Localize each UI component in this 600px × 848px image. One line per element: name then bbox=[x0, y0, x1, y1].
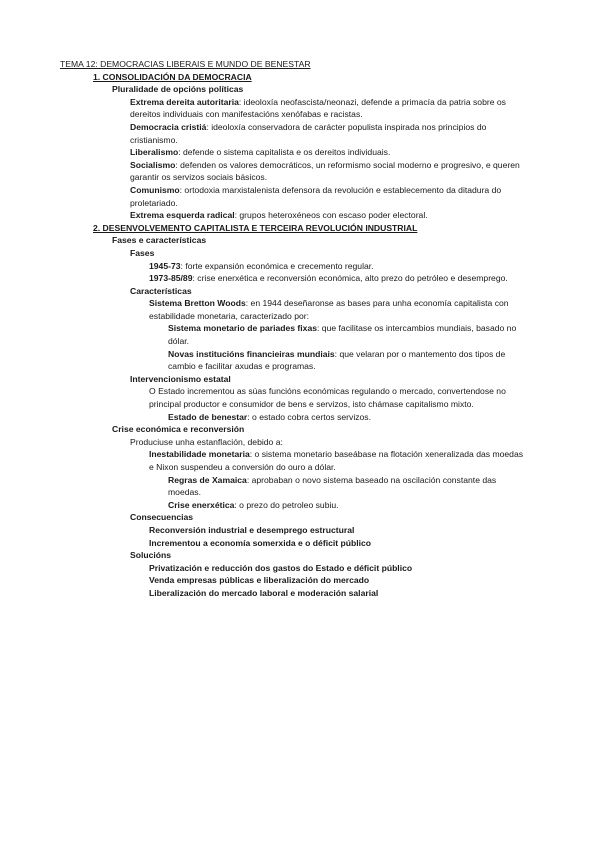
inestabilidade-monetaria bbox=[149, 448, 530, 473]
term: Crise enerxética bbox=[168, 499, 235, 510]
desc: : ideoloxía neofascista/neonazi, defende a primacía da patria sobre os dereitos individuais con manifestacións xenófabas e racistas. bbox=[130, 96, 506, 120]
term: Extrema esquerda radical bbox=[130, 210, 235, 221]
consecuencia-1: Reconversión industrial e desemprego estructural bbox=[149, 524, 355, 535]
term: Inestabilidade monetaria bbox=[149, 449, 250, 460]
item-extrema-dereita bbox=[130, 96, 530, 121]
novas-institucions bbox=[168, 348, 530, 373]
desc: : defende o sistema capitalista e os dereitos individuais. bbox=[178, 147, 391, 158]
item-extrema-esquerda bbox=[130, 209, 530, 222]
desc: : en 1944 deseñaronse as bases para unha economía capitalista con estabilidade monetaria, caracterizado por: bbox=[149, 298, 509, 321]
desc: : ortodoxia marxistalenista defensora da revolución e establecemento da ditadura do proletariado. bbox=[130, 184, 502, 208]
term: Sistema Bretton Woods bbox=[149, 298, 246, 309]
desc: : forte expansión económica e crecemento regular. bbox=[180, 260, 374, 271]
fase-1945-73 bbox=[149, 260, 530, 273]
desc: : grupos heteroxéneos con escaso poder electoral. bbox=[234, 210, 428, 221]
desc: : que facilitase os intercambios mundiais, basado no dólar. bbox=[168, 323, 517, 347]
term: 1945-73 bbox=[149, 260, 181, 271]
desc: : aprobaban o novo sistema baseado na oscilación constante das moedas. bbox=[168, 474, 497, 498]
solucions-heading: Solucións bbox=[130, 550, 172, 561]
intervencionismo-heading: Intervencionismo estatal bbox=[130, 373, 231, 384]
term: Extrema dereita autoritaria bbox=[130, 96, 239, 107]
sistema-monetario bbox=[168, 322, 530, 347]
section-1-heading: 1. CONSOLIDACIÓN DA DEMOCRACIA bbox=[93, 71, 252, 82]
term: 1973-85/89 bbox=[149, 273, 193, 284]
consecuencia-2: Incrementou a economía somerxida e o déficit público bbox=[149, 537, 372, 548]
fase-1973-85 bbox=[149, 272, 530, 285]
caracteristicas-heading: Características bbox=[130, 285, 192, 296]
estanflacion-text: Produciuse unha estanflación, debido a: bbox=[130, 436, 283, 447]
term: Regras de Xamaica bbox=[168, 474, 247, 485]
desc: : crise enerxética e reconversión económica, alto prezo do petróleo e desemprego. bbox=[192, 273, 508, 284]
regras-xamaica bbox=[168, 474, 530, 499]
crise-heading: Crise económica e reconversión bbox=[112, 424, 245, 435]
item-democracia-cristia bbox=[130, 121, 530, 146]
fases-heading: Fases bbox=[130, 247, 155, 258]
item-liberalismo bbox=[130, 146, 530, 159]
intervencionismo-text: O Estado incrementou as súas funcións económicas regulando o mercado, convertendose no principal productor e consumidor de bens e servizos, isto chámase capitalismo mixto. bbox=[149, 386, 506, 410]
desc: : o prezo do petroleo subiu. bbox=[234, 499, 339, 510]
term: Socialismo bbox=[130, 159, 176, 170]
solucion-3: Liberalización do mercado laboral e moderación salarial bbox=[149, 587, 379, 598]
estado-benestar bbox=[168, 411, 530, 424]
fases-caracteristicas-heading: Fases e características bbox=[112, 235, 207, 246]
term: Estado de benestar bbox=[168, 411, 248, 422]
term: Sistema monetario de pariades fixas bbox=[168, 323, 318, 334]
desc: : que velaran por o mantemento dos tipos de cambio e facilitar axudas e programas. bbox=[168, 348, 506, 372]
consecuencias-heading: Consecuencias bbox=[130, 512, 194, 523]
section-2-heading: 2. DESENVOLVEMENTO CAPITALISTA E TERCEIRA REVOLUCIÓN INDUSTRIAL bbox=[93, 222, 418, 233]
desc: : o estado cobra certos servizos. bbox=[247, 411, 371, 422]
desc: : defenden os valores democráticos, un reformismo social moderno e progresivo, e queren garantir os servizos sociais básicos. bbox=[130, 159, 520, 183]
desc: : ideoloxía conservadora de carácter populista inspirada nos principios do cristianismo. bbox=[130, 121, 487, 145]
bretton-woods bbox=[149, 297, 530, 322]
desc: : o sistema monetario baseábase na flotación xeneralizada das moedas e Nixon suspendeu a conversión do ouro a dólar. bbox=[149, 449, 524, 472]
term: Liberalismo bbox=[130, 147, 179, 158]
solucion-1: Privatización e reducción dos gastos do Estado e déficit público bbox=[149, 562, 413, 573]
document-content bbox=[60, 58, 530, 600]
item-socialismo bbox=[130, 159, 530, 184]
term: Novas institucións financieiras mundiais bbox=[168, 348, 335, 359]
solucion-2: Venda empresas públicas e liberalización do mercado bbox=[149, 575, 370, 586]
pluralidade-heading: Pluralidade de opcións políticas bbox=[112, 84, 244, 95]
term: Comunismo bbox=[130, 184, 180, 195]
crise-enerxetica bbox=[168, 499, 530, 512]
term: Democracia cristiá bbox=[130, 121, 207, 132]
document-title: TEMA 12: DEMOCRACIAS LIBERAIS E MUNDO DE BENESTAR bbox=[60, 59, 311, 69]
item-comunismo bbox=[130, 184, 530, 209]
